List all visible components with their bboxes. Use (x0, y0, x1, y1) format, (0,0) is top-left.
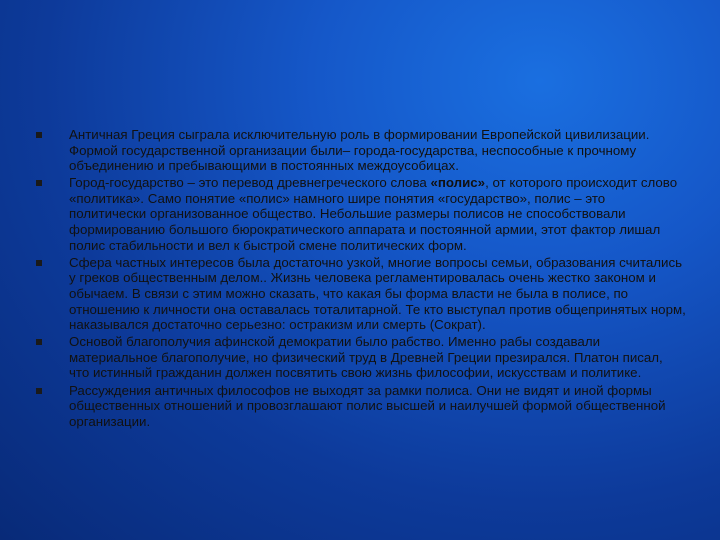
bullet-text: Город-государство – это перевод древнегреческого слова «полис», от которого происходит слово «политика». Само понятие «полис» намного шире понятия «государство», полис – это политически организованное общество. Небольшие размеры полисов не способствовали формированию большого бюрократического аппарата и постоянной армии, этот фактор лишал полис стабильности и вел к быстрой смене политических форм. (69, 175, 678, 253)
bullet-item (36, 255, 686, 333)
bullet-item (36, 175, 686, 253)
bullet-text: Основой благополучия афинской демократии было рабство. Именно рабы создавали материальное благополучие, но физический труд в Древней Греции презирался. Платон писал, что истинный гражданин должен посвятить свою жизнь философии, искусствам и политике. (69, 334, 663, 381)
bold-term: «полис» (430, 175, 486, 191)
bullet-list (36, 127, 686, 431)
square-bullet-icon (36, 180, 42, 186)
square-bullet-icon (36, 388, 42, 394)
bullet-item (36, 127, 686, 174)
bullet-item (36, 334, 686, 381)
square-bullet-icon (36, 132, 42, 138)
bullet-text: Рассуждения античных философов не выходят за рамки полиса. Они не видят и иной формы общественных отношений и провозглашают полис высшей и наилучшей формой общественной организации. (69, 382, 666, 429)
square-bullet-icon (36, 260, 42, 266)
bullet-item (36, 383, 686, 430)
bullet-text: Сфера частных интересов была достаточно узкой, многие вопросы семьи, образования считались у греков общественным делом.. Жизнь человека регламентировалась очень жестко законом и обычаем. В связи с этим можно сказать, что какая бы форма власти не была в полисе, по отношению к личности она оставалась тоталитарной. Те кто выступал против общепринятых норм, наказывался достаточно серьезно: остракизм или смерть (Сократ). (69, 254, 686, 333)
square-bullet-icon (36, 339, 42, 345)
bullet-text: Античная Греция сыграла исключительную роль в формировании Европейской цивилизации. Формой государственной организации были– города-государства, неспособные к прочному объединению и пребывающими в постоянных междоусобицах. (69, 127, 650, 174)
